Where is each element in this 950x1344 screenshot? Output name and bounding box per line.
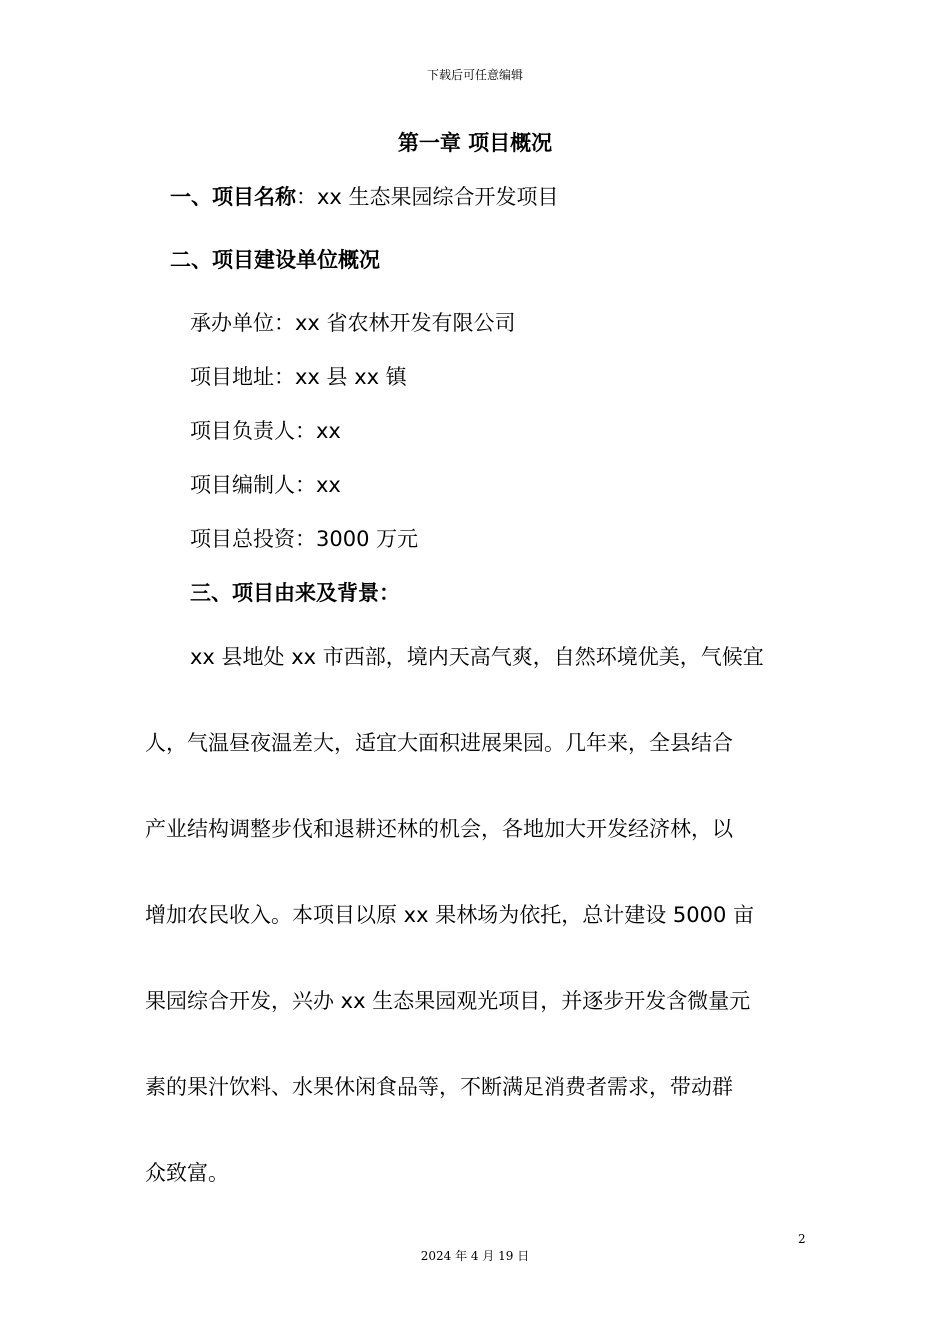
info-line-compiler: 项目编制人：xx: [190, 473, 341, 497]
paragraph-line: xx 县地处 xx 市西部，境内天高气爽，自然环境优美，气候宜: [190, 645, 764, 669]
info-line-organizer: 承办单位：xx 省农林开发有限公司: [190, 311, 516, 335]
chapter-title: 第一章 项目概况: [397, 131, 553, 155]
paragraph-line: 果园综合开发，兴办 xx 生态果园观光项目，并逐步开发含微量元: [145, 989, 751, 1013]
paragraph-line: 素的果汁饮料、水果休闲食品等，不断满足消费者需求，带动群: [145, 1075, 733, 1099]
page-number: 2: [798, 1232, 806, 1246]
paragraph-line: 增加农民收入。本项目以原 xx 果林场为依托，总计建设 5000 亩: [145, 903, 754, 927]
info-line-leader: 项目负责人：xx: [190, 419, 341, 443]
section-background: 三、项目由来及背景：: [190, 581, 400, 605]
paragraph-line: 众致富。: [145, 1161, 229, 1185]
paragraph-line: 产业结构调整步伐和退耕还林的机会，各地加大开发经济林，以: [145, 817, 733, 841]
paragraph-line: 人，气温昼夜温差大，适宜大面积进展果园。几年来，全县结合: [145, 731, 733, 755]
info-line-investment: 项目总投资：3000 万元: [190, 527, 419, 551]
section-project-name: [170, 181, 559, 211]
section-project-name-label: 一、项目名称: [170, 185, 296, 209]
section-project-name-value: xx 生态果园综合开发项目: [317, 185, 559, 209]
section-unit-overview: 二、项目建设单位概况: [170, 248, 380, 272]
section-project-name-colon: ：: [296, 185, 317, 209]
page-header: 下载后可任意编辑: [426, 68, 523, 82]
page-footer-date: 2024 年 4 月 19 日: [420, 1249, 530, 1263]
info-line-address: 项目地址：xx 县 xx 镇: [190, 365, 407, 389]
